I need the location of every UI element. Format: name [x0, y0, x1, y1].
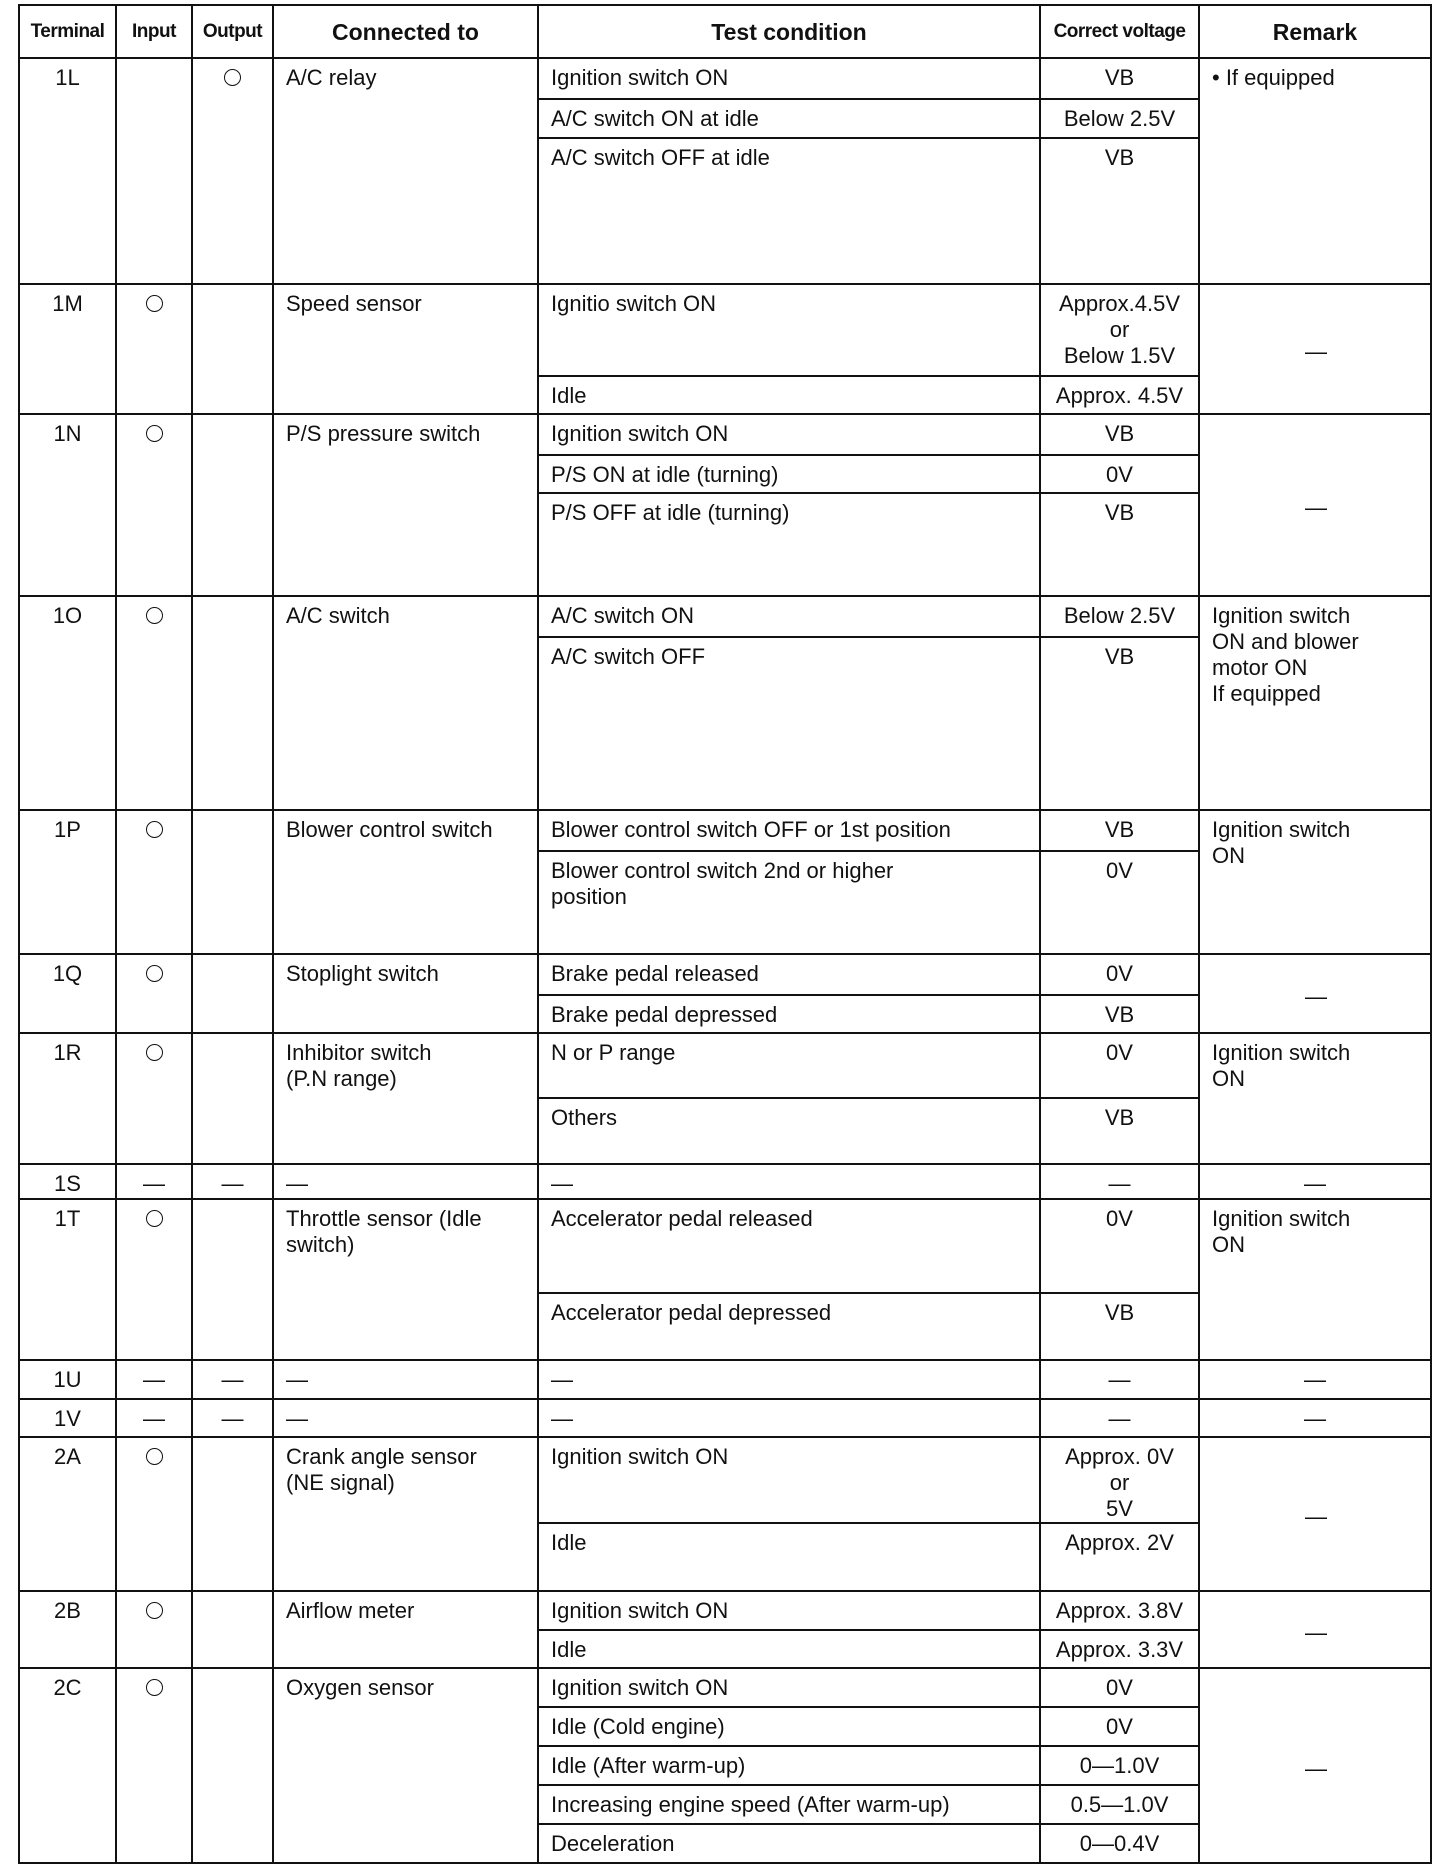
header-remark: Remark	[1199, 5, 1431, 58]
table-row	[19, 284, 1431, 376]
input-marker-icon	[146, 1448, 163, 1465]
test-condition-cell: Brake pedal depressed	[538, 995, 1040, 1033]
correct-voltage-cell: 0.5—1.0V	[1040, 1785, 1199, 1824]
output-cell: —	[192, 1164, 273, 1199]
correct-voltage-cell: VB	[1040, 637, 1199, 810]
header-terminal: Terminal	[19, 5, 116, 58]
table-row	[19, 1033, 1431, 1098]
correct-voltage-cell: —	[1040, 1399, 1199, 1437]
remark-cell: —	[1199, 1668, 1431, 1863]
terminal-cell: 1M	[19, 284, 116, 414]
output-cell	[192, 58, 273, 284]
test-condition-cell: Ignitio switch ON	[538, 284, 1040, 376]
table-row	[19, 414, 1431, 455]
correct-voltage-cell: 0V	[1040, 1199, 1199, 1293]
correct-voltage-cell: Below 2.5V	[1040, 596, 1199, 637]
remark-cell: —	[1199, 1164, 1431, 1199]
input-cell	[116, 1033, 192, 1164]
output-cell	[192, 954, 273, 1033]
correct-voltage-cell: VB	[1040, 493, 1199, 596]
test-condition-cell: Deceleration	[538, 1824, 1040, 1863]
connected-to-cell: Blower control switch	[273, 810, 538, 954]
terminal-cell: 1T	[19, 1199, 116, 1360]
input-marker-icon	[146, 965, 163, 982]
test-condition-cell: A/C switch ON at idle	[538, 99, 1040, 138]
remark-cell: —	[1199, 414, 1431, 596]
connected-to-cell: A/C relay	[273, 58, 538, 284]
input-marker-icon	[146, 821, 163, 838]
ecu-terminal-table	[18, 4, 1432, 1864]
test-condition-cell: Blower control switch OFF or 1st position	[538, 810, 1040, 851]
correct-voltage-cell: VB	[1040, 414, 1199, 455]
input-cell	[116, 596, 192, 810]
correct-voltage-cell: VB	[1040, 1293, 1199, 1360]
header-input: Input	[116, 5, 192, 58]
output-cell	[192, 1199, 273, 1360]
correct-voltage-cell: 0V	[1040, 1033, 1199, 1098]
test-condition-cell: Ignition switch ON	[538, 1668, 1040, 1707]
table-row	[19, 810, 1431, 851]
remark-cell: —	[1199, 954, 1431, 1033]
test-condition-cell: A/C switch OFF	[538, 637, 1040, 810]
test-condition-cell: N or P range	[538, 1033, 1040, 1098]
correct-voltage-cell: —	[1040, 1164, 1199, 1199]
input-cell: —	[116, 1360, 192, 1399]
test-condition-cell: Brake pedal released	[538, 954, 1040, 995]
terminal-cell: 1U	[19, 1360, 116, 1399]
header-correct-voltage: Correct voltage	[1040, 5, 1199, 58]
correct-voltage-cell: 0V	[1040, 1707, 1199, 1746]
test-condition-cell: A/C switch ON	[538, 596, 1040, 637]
test-condition-cell: Accelerator pedal released	[538, 1199, 1040, 1293]
table-row	[19, 1360, 1431, 1399]
table-row	[19, 954, 1431, 995]
remark-cell: —	[1199, 284, 1431, 414]
connected-to-cell: Oxygen sensor	[273, 1668, 538, 1863]
terminal-cell: 1V	[19, 1399, 116, 1437]
table-row	[19, 1437, 1431, 1523]
correct-voltage-cell: 0—0.4V	[1040, 1824, 1199, 1863]
correct-voltage-cell: —	[1040, 1360, 1199, 1399]
correct-voltage-cell: VB	[1040, 810, 1199, 851]
connected-to-cell: Throttle sensor (Idle switch)	[273, 1199, 538, 1360]
input-cell	[116, 954, 192, 1033]
remark-cell: Ignition switch ON	[1199, 1199, 1431, 1360]
terminal-cell: 2A	[19, 1437, 116, 1591]
input-marker-icon	[146, 1210, 163, 1227]
test-condition-cell: Ignition switch ON	[538, 414, 1040, 455]
output-cell	[192, 596, 273, 810]
test-condition-cell: A/C switch OFF at idle	[538, 138, 1040, 284]
terminal-cell: 1L	[19, 58, 116, 284]
connected-to-cell: Inhibitor switch (P.N range)	[273, 1033, 538, 1164]
input-cell	[116, 810, 192, 954]
test-condition-cell: Increasing engine speed (After warm-up)	[538, 1785, 1040, 1824]
output-cell	[192, 1591, 273, 1668]
header-row	[19, 5, 1431, 58]
correct-voltage-cell: VB	[1040, 995, 1199, 1033]
test-condition-cell: Others	[538, 1098, 1040, 1164]
output-cell	[192, 810, 273, 954]
remark-cell: —	[1199, 1437, 1431, 1591]
output-cell	[192, 284, 273, 414]
correct-voltage-cell: Approx.4.5V or Below 1.5V	[1040, 284, 1199, 376]
input-cell: —	[116, 1399, 192, 1437]
remark-cell: • If equipped	[1199, 58, 1431, 284]
input-cell	[116, 1199, 192, 1360]
test-condition-cell: Idle	[538, 1523, 1040, 1591]
connected-to-cell: Crank angle sensor (NE signal)	[273, 1437, 538, 1591]
input-marker-icon	[146, 425, 163, 442]
connected-to-cell: Stoplight switch	[273, 954, 538, 1033]
test-condition-cell: Blower control switch 2nd or higher position	[538, 851, 1040, 954]
correct-voltage-cell: 0V	[1040, 455, 1199, 493]
connected-to-cell: A/C switch	[273, 596, 538, 810]
remark-cell: —	[1199, 1591, 1431, 1668]
connected-to-cell: Speed sensor	[273, 284, 538, 414]
input-cell	[116, 1668, 192, 1863]
correct-voltage-cell: 0V	[1040, 1668, 1199, 1707]
header-test-condition: Test condition	[538, 5, 1040, 58]
terminal-cell: 1N	[19, 414, 116, 596]
table-row	[19, 1399, 1431, 1437]
output-cell: —	[192, 1360, 273, 1399]
remark-cell: Ignition switch ON and blower motor ON If equipped	[1199, 596, 1431, 810]
correct-voltage-cell: 0—1.0V	[1040, 1746, 1199, 1785]
terminal-cell: 2B	[19, 1591, 116, 1668]
correct-voltage-cell: VB	[1040, 138, 1199, 284]
input-cell	[116, 1437, 192, 1591]
table-row	[19, 1668, 1431, 1707]
correct-voltage-cell: Approx. 0V or 5V	[1040, 1437, 1199, 1523]
correct-voltage-cell: Approx. 3.3V	[1040, 1630, 1199, 1668]
input-marker-icon	[146, 1602, 163, 1619]
table-row	[19, 596, 1431, 637]
header-connected-to: Connected to	[273, 5, 538, 58]
test-condition-cell: Idle	[538, 1630, 1040, 1668]
connected-to-cell: P/S pressure switch	[273, 414, 538, 596]
test-condition-cell: P/S OFF at idle (turning)	[538, 493, 1040, 596]
input-cell	[116, 1591, 192, 1668]
correct-voltage-cell: Approx. 3.8V	[1040, 1591, 1199, 1630]
correct-voltage-cell: VB	[1040, 58, 1199, 99]
input-cell	[116, 284, 192, 414]
remark-cell: —	[1199, 1399, 1431, 1437]
connected-to-cell: —	[273, 1360, 538, 1399]
terminal-cell: 1S	[19, 1164, 116, 1199]
table-row	[19, 1199, 1431, 1293]
test-condition-cell: Ignition switch ON	[538, 1437, 1040, 1523]
correct-voltage-cell: 0V	[1040, 954, 1199, 995]
table-row	[19, 58, 1431, 99]
remark-cell: —	[1199, 1360, 1431, 1399]
input-marker-icon	[146, 1679, 163, 1696]
test-condition-cell: Idle (Cold engine)	[538, 1707, 1040, 1746]
test-condition-cell: Ignition switch ON	[538, 1591, 1040, 1630]
terminal-cell: 1P	[19, 810, 116, 954]
test-condition-cell: Idle	[538, 376, 1040, 414]
remark-cell: Ignition switch ON	[1199, 810, 1431, 954]
output-cell: —	[192, 1399, 273, 1437]
header-output: Output	[192, 5, 273, 58]
connected-to-cell: —	[273, 1164, 538, 1199]
input-marker-icon	[146, 607, 163, 624]
input-marker-icon	[146, 1044, 163, 1061]
terminal-cell: 2C	[19, 1668, 116, 1863]
output-marker-icon	[224, 69, 241, 86]
test-condition-cell: Idle (After warm-up)	[538, 1746, 1040, 1785]
terminal-cell: 1Q	[19, 954, 116, 1033]
table-row	[19, 1164, 1431, 1199]
terminal-cell: 1O	[19, 596, 116, 810]
input-marker-icon	[146, 295, 163, 312]
connected-to-cell: —	[273, 1399, 538, 1437]
test-condition-cell: P/S ON at idle (turning)	[538, 455, 1040, 493]
test-condition-cell: —	[538, 1360, 1040, 1399]
remark-cell: Ignition switch ON	[1199, 1033, 1431, 1164]
terminal-cell: 1R	[19, 1033, 116, 1164]
correct-voltage-cell: Below 2.5V	[1040, 99, 1199, 138]
test-condition-cell: —	[538, 1399, 1040, 1437]
connected-to-cell: Airflow meter	[273, 1591, 538, 1668]
test-condition-cell: Accelerator pedal depressed	[538, 1293, 1040, 1360]
correct-voltage-cell: 0V	[1040, 851, 1199, 954]
output-cell	[192, 1668, 273, 1863]
correct-voltage-cell: Approx. 4.5V	[1040, 376, 1199, 414]
correct-voltage-cell: Approx. 2V	[1040, 1523, 1199, 1591]
test-condition-cell: —	[538, 1164, 1040, 1199]
output-cell	[192, 414, 273, 596]
test-condition-cell: Ignition switch ON	[538, 58, 1040, 99]
input-cell	[116, 414, 192, 596]
correct-voltage-cell: VB	[1040, 1098, 1199, 1164]
table-row	[19, 1591, 1431, 1630]
input-cell: —	[116, 1164, 192, 1199]
output-cell	[192, 1437, 273, 1591]
input-cell	[116, 58, 192, 284]
output-cell	[192, 1033, 273, 1164]
